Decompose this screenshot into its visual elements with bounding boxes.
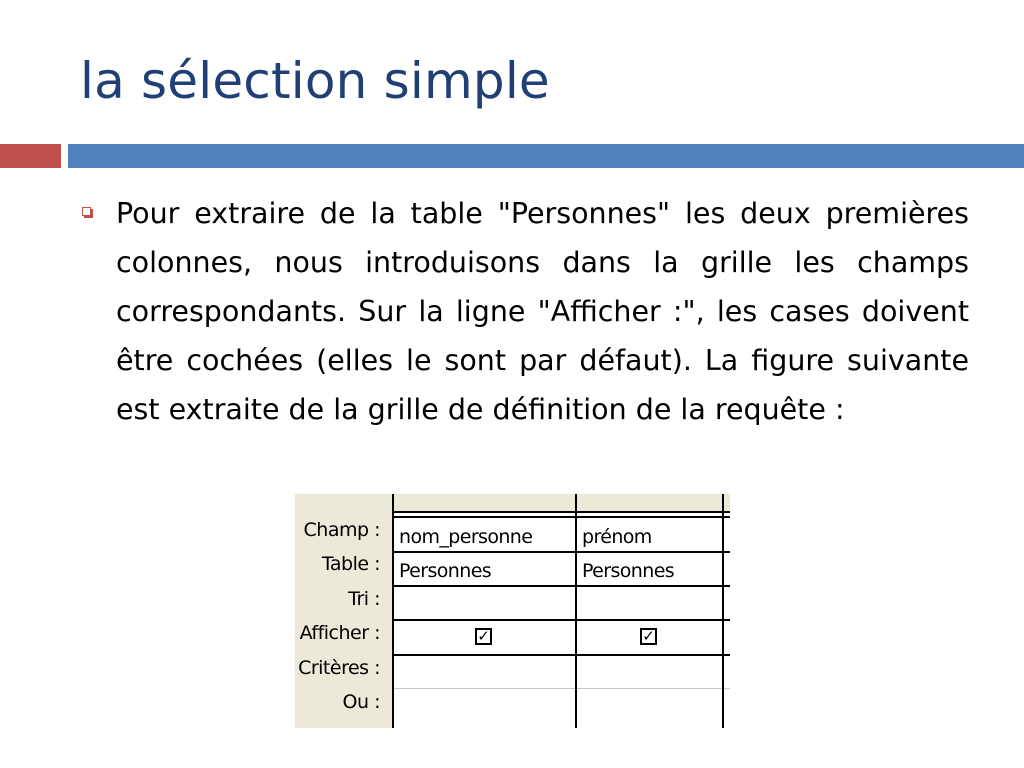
row-label-column (295, 494, 392, 728)
grid-column-line (392, 494, 394, 728)
query-design-grid (295, 494, 730, 728)
cell-table-1[interactable]: Personnes (399, 560, 492, 582)
grid-column-line (722, 494, 724, 728)
column-header-strip (392, 494, 730, 513)
grid-row-line (392, 516, 730, 518)
body-paragraph: Pour extraire de la table "Personnes" les deux premières colonnes, nous introduisons dans la grille les champs correspondants. Sur la ligne "Afficher :", les cases doivent être cochées (elles le sont par défaut). La figure suivante est extraite de la grille de définition de la requête : (116, 197, 969, 426)
row-label-table: Table : (321, 553, 380, 575)
grid-row-line (392, 585, 730, 587)
grid-column-line (575, 494, 577, 728)
grid-row-line (392, 619, 730, 621)
grid-row-line (392, 551, 730, 553)
row-label-champ: Champ : (303, 519, 380, 541)
row-label-tri: Tri : (348, 588, 380, 610)
cell-champ-1[interactable]: nom_personne (399, 526, 533, 548)
afficher-checkbox-2[interactable]: ✓ (640, 628, 657, 645)
row-label-criteres: Critères : (298, 657, 380, 679)
accent-bar-blue (68, 144, 1024, 168)
grid-row-line (392, 654, 730, 656)
row-label-ou: Ou : (342, 691, 380, 713)
bullet-square-icon (82, 207, 91, 216)
cell-champ-2[interactable]: prénom (582, 526, 652, 548)
grid-row-line (392, 688, 730, 689)
accent-bar-red (0, 144, 61, 168)
afficher-checkbox-1[interactable]: ✓ (475, 628, 492, 645)
cell-table-2[interactable]: Personnes (582, 560, 675, 582)
row-label-afficher: Afficher : (299, 622, 380, 644)
slide-title: la sélection simple (80, 52, 550, 110)
